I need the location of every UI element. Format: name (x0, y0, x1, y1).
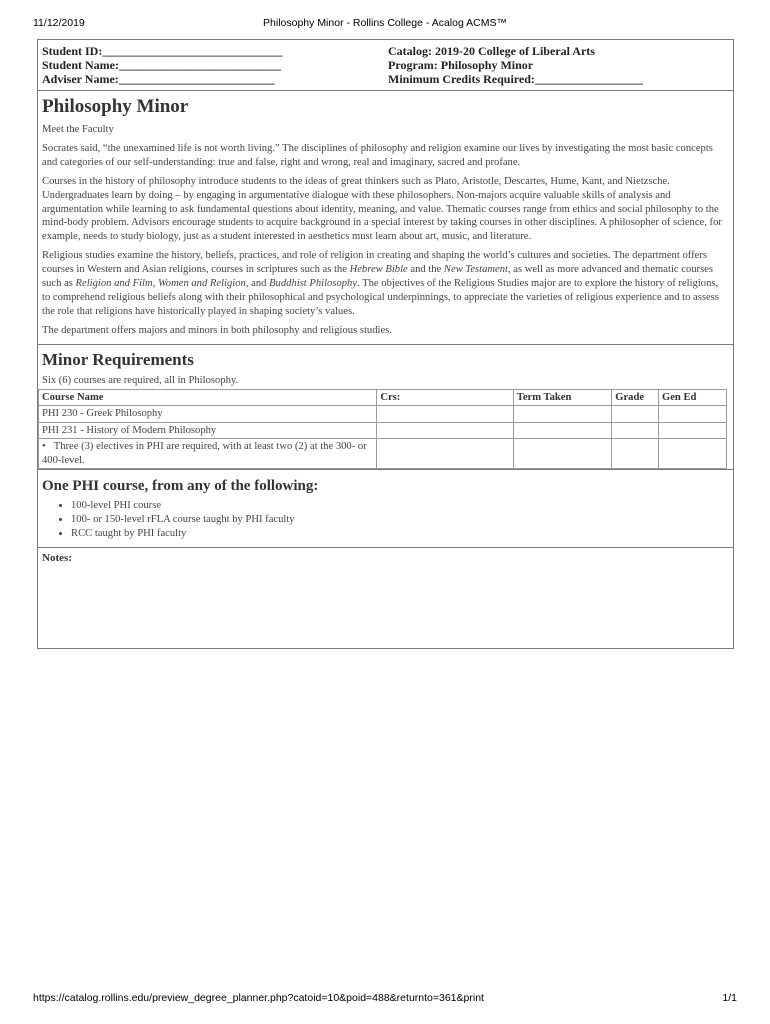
print-page-title: Philosophy Minor - Rollins College - Acalog ACMS™ (263, 17, 507, 29)
print-date: 11/12/2019 (33, 17, 85, 29)
one-course-title: One PHI course, from any of the following: (42, 478, 319, 495)
bullet-icon: • (42, 441, 46, 453)
electives-cell (39, 439, 377, 469)
credits-cell (377, 406, 513, 423)
student-info-left (42, 44, 282, 86)
col-term-taken: Term Taken (513, 389, 612, 406)
course-options-list (42, 499, 729, 541)
print-header (33, 17, 737, 31)
table-row (39, 422, 727, 439)
women-religion-title: Women and Religion (157, 278, 246, 290)
p3-text: and the (407, 264, 444, 276)
list-item: • RCC taught by PHI faculty (71, 527, 729, 541)
credits-cell (377, 422, 513, 439)
term-cell (513, 406, 612, 423)
student-name-field: Student Name:___________________________ (42, 58, 281, 72)
adviser-name-field: Adviser Name:__________________________ (42, 72, 275, 86)
col-course-name: Course Name (39, 389, 377, 406)
program-field: Program: Philosophy Minor (388, 58, 534, 72)
student-info-block (38, 40, 733, 91)
p3-text: , as well as more advanced and thematic courses such as (42, 264, 714, 290)
new-testament-title: New Testament (443, 264, 508, 276)
degree-planner-sheet (37, 39, 734, 649)
grade-cell (612, 406, 659, 423)
course-link-phi-231[interactable]: PHI 231 - History of Modern Philosophy (39, 422, 377, 439)
catalog-field: Catalog: 2019-20 College of Liberal Arts (388, 44, 595, 58)
program-description-section (38, 91, 733, 345)
gen-ed-cell (658, 422, 726, 439)
p3-text: . The objectives of the Religious Studies major are to explore the history of religions, to comprehend religious beliefs along with their philosophical and psychological underpinnings, to appreciate the varieties of religious experience and to assess the role that religions have historically played in shaping society’s values. (42, 278, 719, 317)
buddhist-philosophy-title: Buddhist Philosophy (269, 278, 358, 290)
term-cell (513, 439, 612, 469)
one-phi-course-section (38, 470, 733, 548)
p3-text: Religious studies examine the history, beliefs, practices, and role of religion in creating and shaping the world’s cultures and societies. The department offers courses in Western and Asian religions, courses in scriptures such as the (42, 250, 707, 276)
term-cell (513, 422, 612, 439)
description-paragraph-4: The department offers majors and minors in both philosophy and religious studies. (42, 324, 392, 336)
hebrew-bible-title: Hebrew Bible (349, 264, 408, 276)
requirements-table (38, 389, 727, 470)
grade-cell (612, 439, 659, 469)
meet-faculty-link[interactable]: Meet the Faculty (42, 124, 114, 135)
requirements-title: Minor Requirements (42, 349, 194, 369)
course-link-phi-230[interactable]: PHI 230 - Greek Philosophy (39, 406, 377, 423)
gen-ed-cell (658, 439, 726, 469)
list-item: • 100- or 150-level rFLA course taught by PHI faculty (71, 513, 729, 527)
table-row (39, 439, 727, 469)
print-footer (33, 992, 737, 1006)
minor-requirements-section (38, 345, 733, 470)
description-paragraph-1: Socrates said, “the unexamined life is not worth living.” The disciplines of philosophy and religion examine our lives by investigating the most basic concepts and categories of our self-understanding: true and false, right and wrong, real and imaginary, sacred and profane. (42, 142, 713, 168)
table-row (39, 406, 727, 423)
p3-text: , and (245, 278, 270, 290)
description-paragraph-3 (42, 249, 729, 319)
min-credits-field: Minimum Credits Required:__________________ (388, 72, 643, 86)
notes-label: Notes: (42, 551, 72, 564)
p3-text: , (152, 278, 158, 290)
program-title: Philosophy Minor (42, 96, 189, 117)
program-info-right (388, 44, 643, 86)
religion-film-title: Religion and Film (75, 278, 153, 290)
requirements-note: Six (6) courses are required, all in Philosophy. (42, 374, 239, 386)
gen-ed-cell (658, 406, 726, 423)
student-id-field: Student ID:______________________________ (42, 44, 283, 58)
grade-cell (612, 422, 659, 439)
electives-text: Three (3) electives in PHI are required, with at least two (2) at the 300- or 400-level. (42, 441, 367, 466)
col-credits: Crs: (377, 389, 513, 406)
list-item: • 100-level PHI course (71, 499, 729, 513)
table-header-row (39, 389, 727, 406)
col-gen-ed: Gen Ed (658, 389, 726, 406)
page-count: 1/1 (722, 992, 737, 1004)
description-paragraph-2: Courses in the history of philosophy introduce students to the ideas of great thinkers such as Plato, Aristotle, Descartes, Hume, Kant, and Nietzsche. Undergraduates learn by doing – by engaging in argumentative dialogue with these philosophers. Non-majors acquire valuable skills of analysis and argumentation while learning to ask fundamental questions about identity, meaning, and value. Thematic courses range from ethics and social philosophy to the mind-body problem. Advisors encourage students to acquire background in a special interest by taking courses in other disciplines. A philosopher of science, for example, needs to study biology, just as a student interested in aesthetics must learn about art, music, and literature. (42, 175, 722, 243)
print-url: https://catalog.rollins.edu/preview_degree_planner.php?catoid=10&poid=488&returnto=361&print (33, 992, 484, 1004)
col-grade: Grade (612, 389, 659, 406)
notes-section (38, 548, 733, 568)
credits-cell (377, 439, 513, 469)
